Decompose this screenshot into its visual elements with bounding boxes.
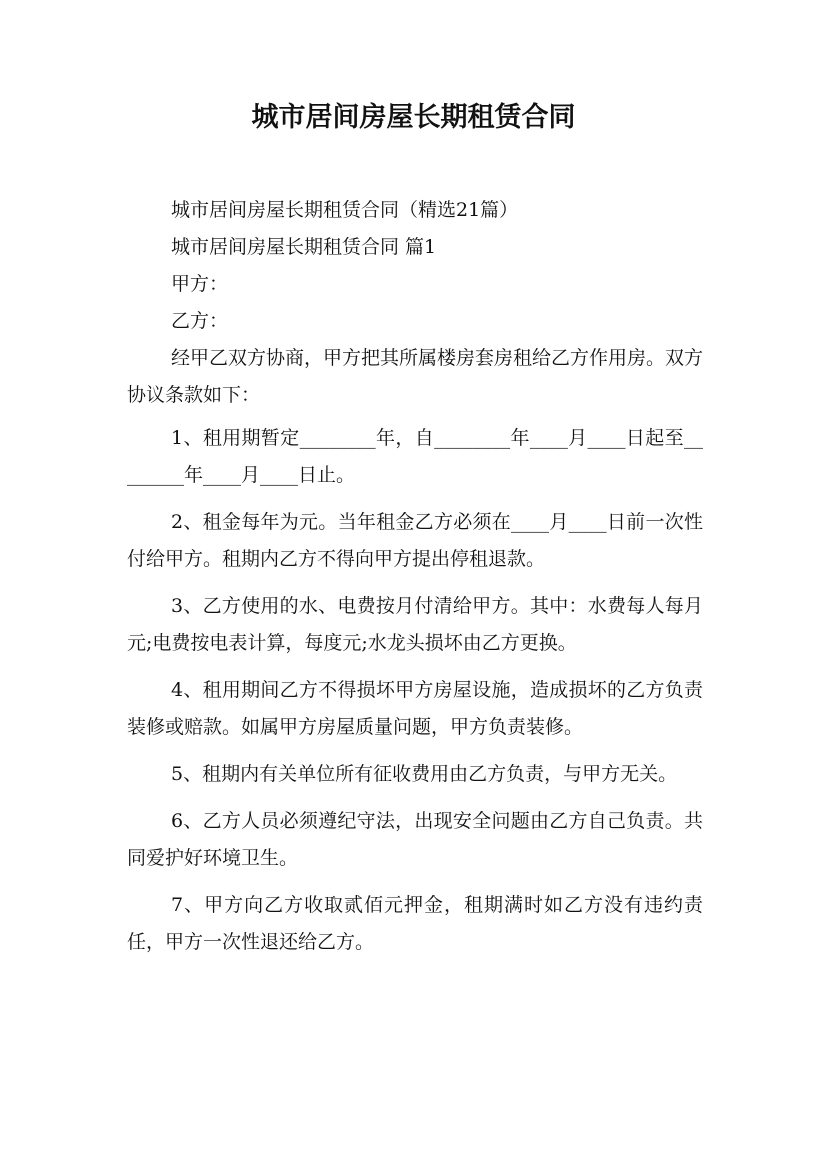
- intro-paragraph: 经甲乙双方协商，甲方把其所属楼房套房租给乙方作用房。双方协议条款如下：: [127, 347, 704, 406]
- section-heading: 城市居间房屋长期租赁合同 篇1: [171, 236, 437, 258]
- clause-4: 4、租用期间乙方不得损坏甲方房屋设施，造成损坏的乙方负责装修或赔款。如属甲方房屋质量问题，甲方负责装修。: [127, 679, 703, 738]
- clause-6: 6、乙方人员必须遵纪守法，出现安全问题由乙方自己负责。共同爱护好环境卫生。: [127, 810, 703, 869]
- clause-7: 7、甲方向乙方收取贰佰元押金，租期满时如乙方没有违约责任，甲方一次性退还给乙方。: [127, 894, 703, 953]
- clause-5: 5、租期内有关单位所有征收费用由乙方负责，与甲方无关。: [171, 763, 678, 785]
- subtitle-line: 城市居间房屋长期租赁合同（精选21篇）: [171, 199, 519, 221]
- clause-3: 3、乙方使用的水、电费按月付清给甲方。其中：水费每人每月元;电费按电表计算，每度元;水龙头损坏由乙方更换。: [127, 595, 703, 654]
- party-b-line: 乙方：: [171, 310, 229, 332]
- clause-2: 2、租金每年为元。当年租金乙方必须在____月____日前一次性付给甲方。租期内乙方不得向甲方提出停租退款。: [127, 511, 703, 570]
- document-body: [127, 192, 703, 961]
- clause-1: 1、租用期暂定________年，自________年____月____日起至________年____月____日止。: [127, 427, 703, 486]
- party-a-line: 甲方：: [171, 273, 229, 295]
- document-title: 城市居间房屋长期租赁合同: [251, 102, 576, 133]
